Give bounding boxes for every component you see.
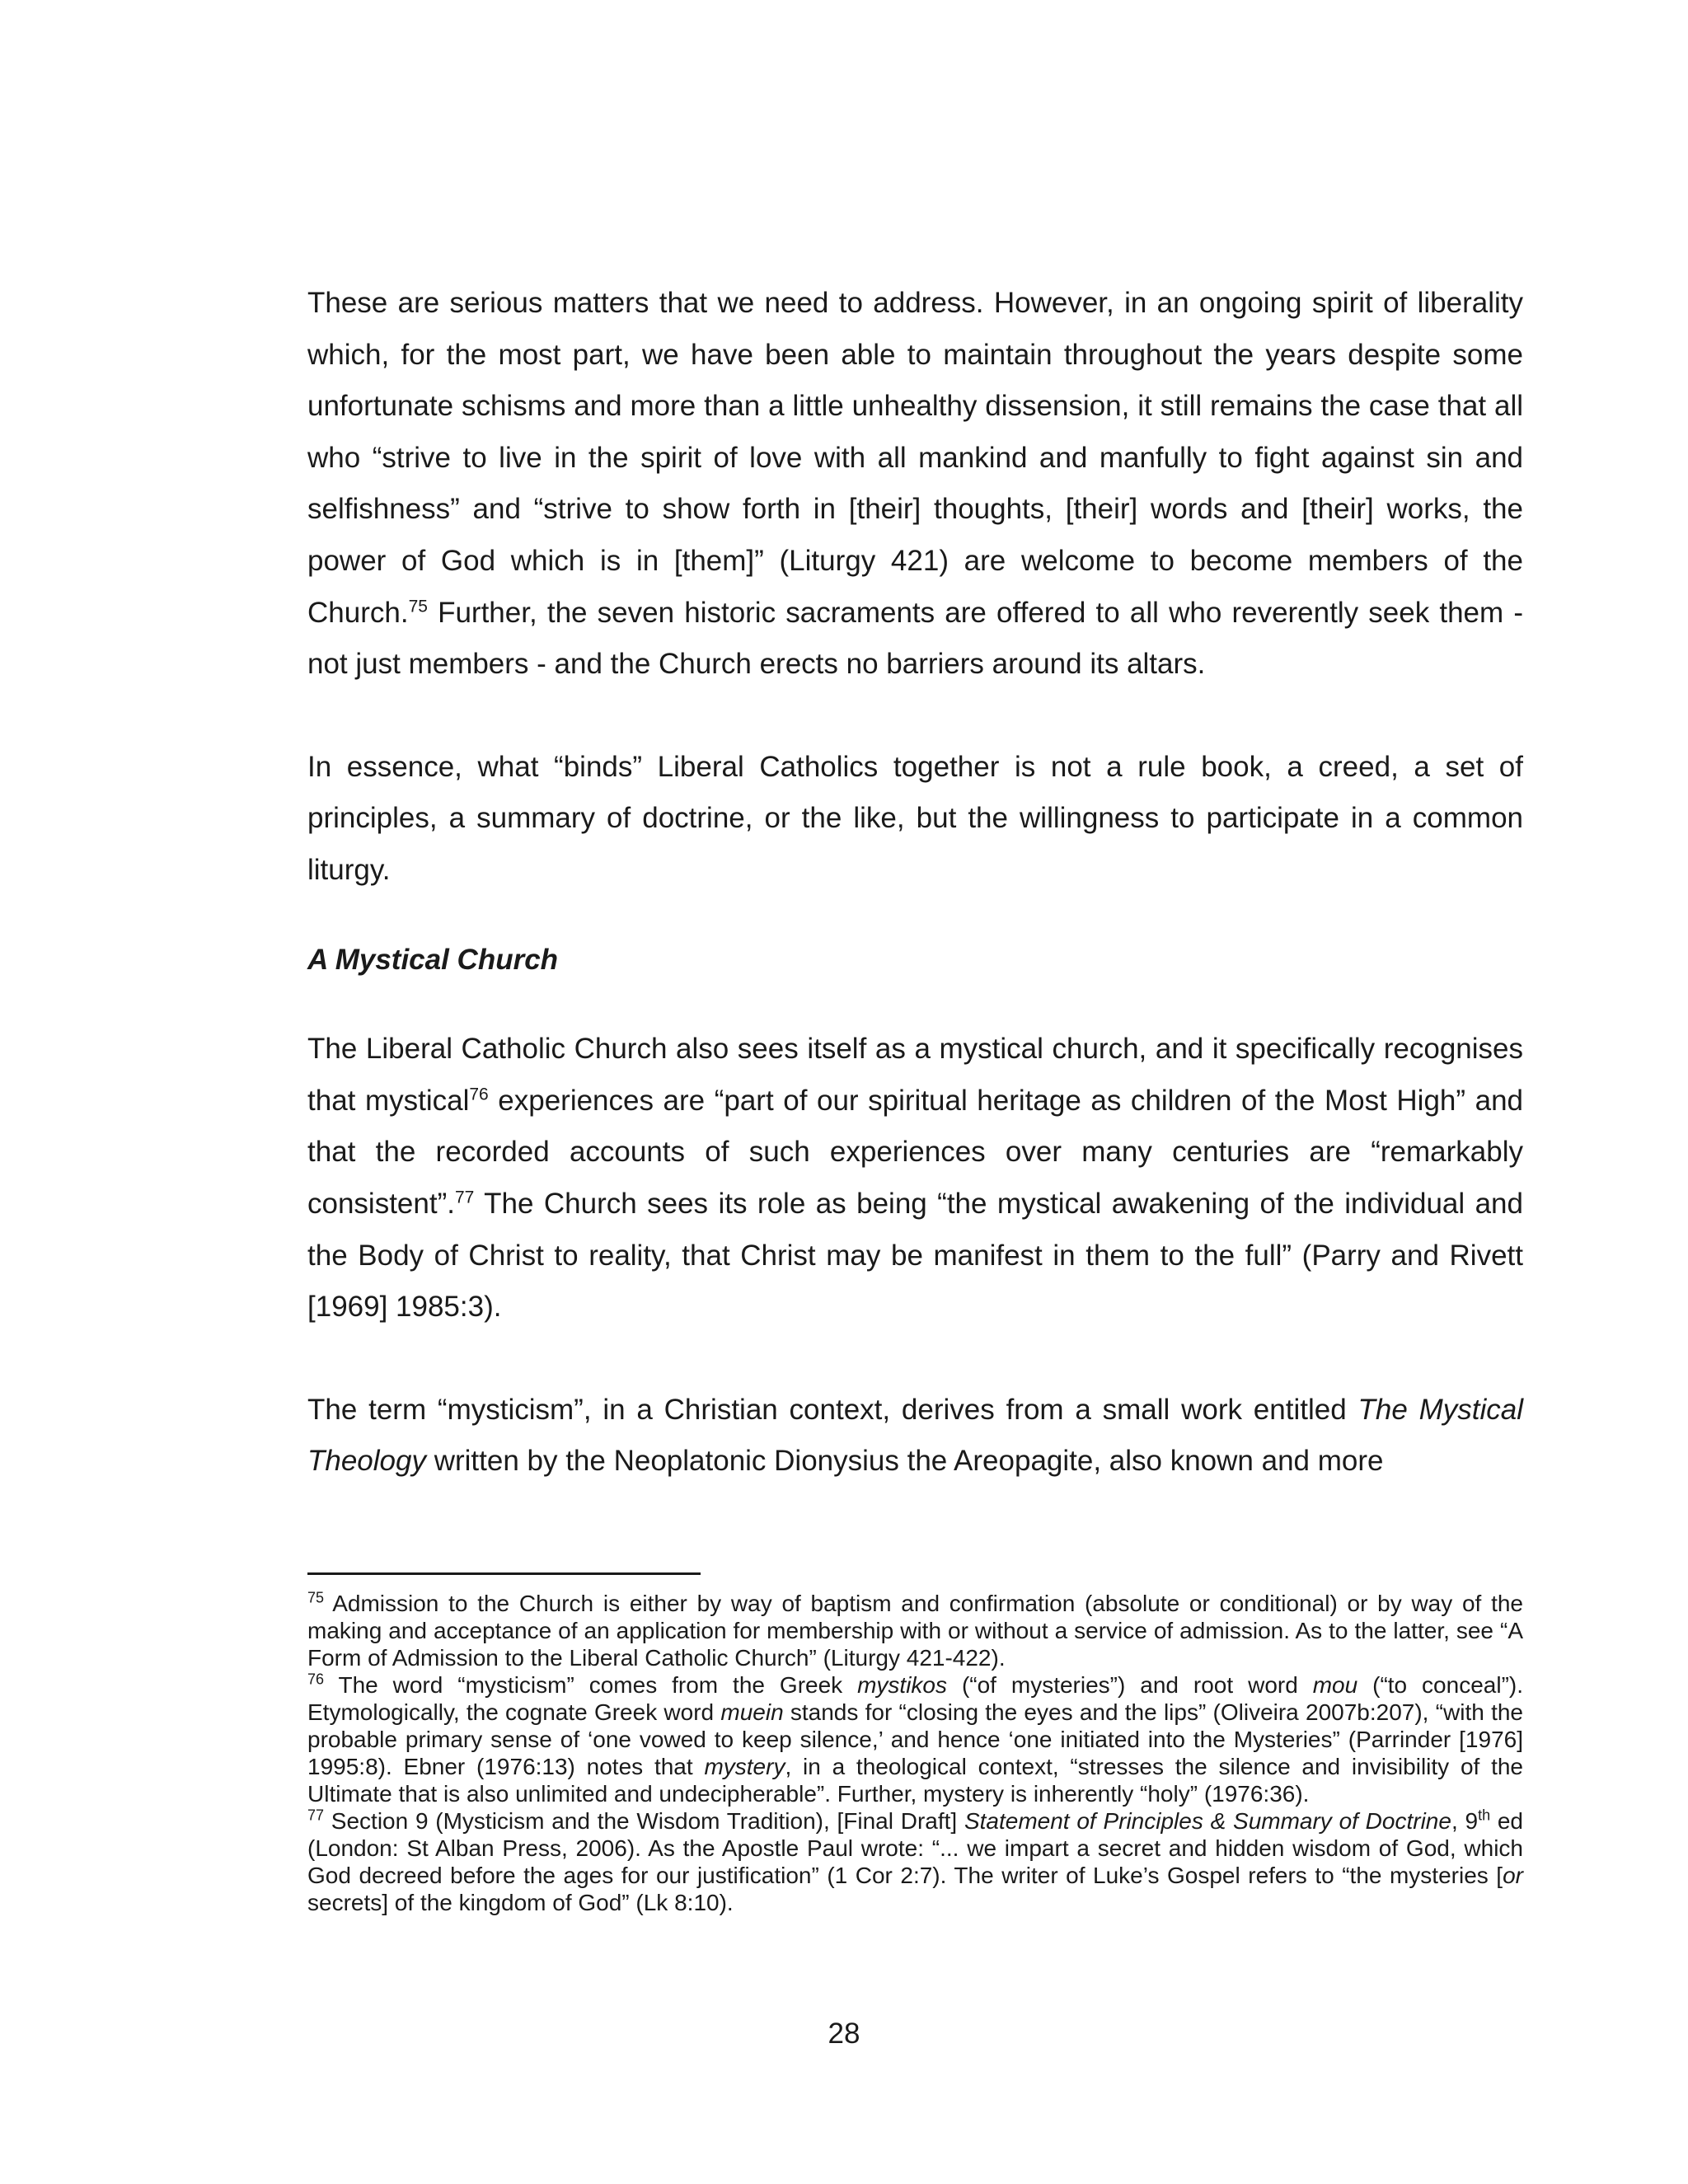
footnote-75 [307, 1590, 1523, 1671]
footnote-text: (“to conceal”). Etymologically, the cognate Greek word [307, 1672, 1523, 1725]
paragraph-liberality [307, 278, 1523, 691]
page-number: 28 [828, 2018, 860, 2050]
footnote-text: , 9 [1451, 1808, 1479, 1834]
footnote-text: (“of mysteries”) and root word [947, 1672, 1313, 1698]
paragraph-text: Further, the seven historic sacraments are offered to all who reverently seek them - not just members - and the Church erects no barriers around its altars. [307, 596, 1523, 681]
main-text [307, 278, 1523, 1488]
paragraph-text: The Church sees its role as being “the mystical awakening of the individual and the Body of Christ to reality, that Christ may be manifest in them to the full” (Parry and Rivett [1969] 1985:3). [307, 1187, 1523, 1324]
ordinal-suffix: th [1478, 1807, 1491, 1824]
section-heading: A Mystical Church [307, 943, 559, 976]
footnote-number: 75 [307, 1589, 325, 1606]
footnote-text: ed (London: St Alban Press, 2006). As the Apostle Paul wrote: “... we impart a secret and hidden wisdom of God, which God decreed before the ages for our justification” (1 Cor 2:7). The writer of Luke’s Gospel refers to “the mysteries [ [307, 1808, 1523, 1888]
emphasized-term: mystery [704, 1754, 785, 1779]
greek-term: muein [720, 1699, 784, 1725]
footnote-text: Admission to the Church is either by way of baptism and confirmation (absolute or conditional) or by way of the making and acceptance of an application for membership with or without a service of admission. As to the latter, see “A Form of Admission to the Liberal Catholic Church” (Liturgy 421-422). [307, 1591, 1523, 1671]
footnote-ref-77[interactable]: 77 [454, 1188, 475, 1207]
paragraph-mysticism-term [307, 1385, 1523, 1488]
footnote-text: secrets] of the kingdom of God” (Lk 8:10). [307, 1890, 734, 1915]
footnote-76 [307, 1671, 1523, 1807]
paragraph-text: The term “mysticism”, in a Christian context, derives from a small work entitled [307, 1393, 1358, 1426]
paragraph-mystical-church [307, 1024, 1523, 1333]
footnote-text: Section 9 (Mysticism and the Wisdom Tradition), [Final Draft] [324, 1808, 964, 1834]
footnote-ref-76[interactable]: 76 [469, 1085, 489, 1104]
footnote-text: The word “mysticism” comes from the Greek [324, 1672, 858, 1698]
footnote-ref-75[interactable]: 75 [408, 596, 428, 616]
footnotes [307, 1572, 1523, 1916]
footnote-number: 77 [307, 1807, 325, 1824]
paragraph-text: written by the Neoplatonic Dionysius the Areopagite, also known and more [425, 1445, 1384, 1478]
greek-term: mou [1312, 1672, 1358, 1698]
work-title: Statement of Principles & Summary of Doctrine [964, 1808, 1451, 1834]
greek-term: mystikos [857, 1672, 948, 1698]
paragraph-essence: In essence, what “binds” Liberal Catholics together is not a rule book, a creed, a set of principles, a summary of doctrine, or the like, but the willingness to participate in a common liturgy. [307, 750, 1523, 886]
footnote-77 [307, 1807, 1523, 1916]
paragraph-text: experiences are “part of our spiritual heritage as children of the Most High” and that the recorded accounts of such experiences over many centuries are “remarkably consistent”. [307, 1084, 1524, 1220]
footnote-divider [307, 1572, 701, 1575]
footnote-text: , in a theological context, “stresses the silence and invisibility of the Ultimate that is also unlimited and undecipherable”. Further, mystery is inherently “holy” (1976:36). [307, 1754, 1523, 1807]
footnote-text: stands for “closing the eyes and the lips” (Oliveira 2007b:207), “with the probable primary sense of ‘one vowed to keep silence,’ and hence ‘one initiated into the Mysteries” (Parrinder [1976] 1995:8). Ebner (1976:13) notes that [307, 1699, 1523, 1779]
emphasized-term: or [1503, 1863, 1523, 1888]
work-title: The Mystical Theology [307, 1393, 1523, 1478]
footnote-number: 76 [307, 1671, 325, 1688]
paragraph-text: These are serious matters that we need to address. However, in an ongoing spirit of liberality which, for the most part, we have been able to maintain throughout the years despite some unfortunate schisms and more than a little unhealthy dissension, it still remains the case that all who “strive to live in the spirit of love with all mankind and manfully to fight against sin and selfishness” and “strive to show forth in [their] thoughts, [their] words and [their] works, the power of God which is in [them]” (Liturgy 421) are welcome to become members of the Church. [307, 287, 1523, 629]
paragraph-text: The Liberal Catholic Church also sees itself as a mystical church, and it specifically recognises that mystical [307, 1033, 1523, 1117]
